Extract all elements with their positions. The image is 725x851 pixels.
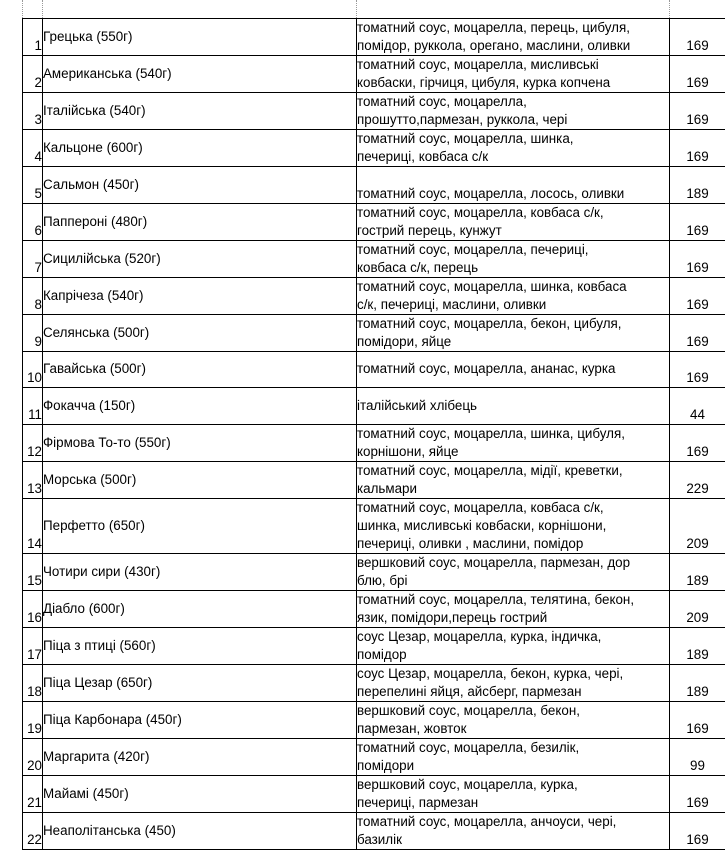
row-number-cell[interactable]: 11 xyxy=(23,388,43,425)
ingredients-cell[interactable] xyxy=(357,277,670,314)
ingredients-line: томатний соус, моцарелла, печериці, xyxy=(357,241,589,257)
pizza-name-cell[interactable]: Сицилійська (520г) xyxy=(43,240,357,277)
row-number-cell[interactable]: 8 xyxy=(23,277,43,314)
table-row xyxy=(23,424,725,461)
menu-table-body xyxy=(23,19,725,850)
ingredients-line: томатний соус, моцарелла, xyxy=(357,94,527,109)
table-row xyxy=(23,56,725,93)
ingredients-cell[interactable] xyxy=(357,701,670,738)
pizza-name-cell[interactable]: Морська (500г) xyxy=(43,461,357,498)
row-number-cell[interactable]: 22 xyxy=(23,812,43,849)
table-row xyxy=(23,167,725,204)
row-number-cell[interactable]: 16 xyxy=(23,590,43,627)
ingredients-line: ковбаса с/к, перець xyxy=(357,259,479,275)
ingredients-cell[interactable] xyxy=(357,738,670,775)
ingredients-line: печериці, ковбаса с/к xyxy=(357,149,489,164)
ingredients-line: томатний соус, моцарелла, ковбаса с/к, xyxy=(357,499,604,515)
price-cell[interactable]: 44 xyxy=(670,388,725,425)
pizza-name-cell[interactable]: Майамі (450г) xyxy=(43,775,357,812)
pizza-name-cell[interactable]: Піца Карбонара (450г) xyxy=(43,701,357,738)
row-number-cell[interactable]: 18 xyxy=(23,664,43,701)
table-row xyxy=(23,461,725,498)
price-cell[interactable]: 189 xyxy=(670,627,725,664)
pizza-name-cell[interactable]: Паппероні (480г) xyxy=(43,203,357,240)
ingredients-line: блю, брі xyxy=(357,572,408,588)
row-number-cell[interactable]: 4 xyxy=(23,130,43,167)
ingredients-line: помідор, руккола, орегано, маслини, оливки xyxy=(357,38,631,53)
ingredients-line: гострий перець, кунжут xyxy=(357,222,502,238)
pizza-name-cell[interactable]: Піца з птиці (560г) xyxy=(43,627,357,664)
pizza-name-cell[interactable]: Італійська (540г) xyxy=(43,93,357,130)
table-row xyxy=(23,93,725,130)
row-number-cell[interactable]: 1 xyxy=(23,19,43,56)
ingredients-line: соус Цезар, моцарелла, бекон, курка, чері, xyxy=(357,665,624,681)
row-number-cell[interactable]: 2 xyxy=(23,56,43,93)
ingredients-cell[interactable] xyxy=(357,240,670,277)
ingredients-line: базилік xyxy=(357,831,402,847)
column-header-gridlines xyxy=(0,0,725,18)
price-cell[interactable]: 169 xyxy=(670,775,725,812)
ingredients-line: томатний соус, моцарелла, мідії, креветки, xyxy=(357,462,623,478)
ingredients-line: помідори xyxy=(357,757,415,773)
row-number-cell[interactable]: 7 xyxy=(23,240,43,277)
ingredients-cell[interactable] xyxy=(357,461,670,498)
table-row xyxy=(23,775,725,812)
ingredients-cell[interactable] xyxy=(357,314,670,351)
pizza-name-cell[interactable]: Чотири сири (430г) xyxy=(43,553,357,590)
pizza-name-cell[interactable]: Діабло (600г) xyxy=(43,590,357,627)
ingredients-line: томатний соус, моцарелла, анчоуси, чері, xyxy=(357,813,617,829)
row-number-cell[interactable]: 9 xyxy=(23,314,43,351)
ingredients-cell[interactable] xyxy=(357,424,670,461)
ingredients-line: язик, помідори,перець гострий xyxy=(357,609,548,625)
ingredients-line: перепелині яйця, айсберг, пармезан xyxy=(357,683,582,699)
ingredients-line: прошутто,пармезан, руккола, чері xyxy=(357,112,568,127)
price-cell[interactable]: 169 xyxy=(670,701,725,738)
row-number-cell[interactable]: 17 xyxy=(23,627,43,664)
row-number-cell[interactable]: 15 xyxy=(23,553,43,590)
price-cell[interactable]: 189 xyxy=(670,553,725,590)
ingredients-cell[interactable] xyxy=(357,498,670,553)
pizza-name-cell[interactable]: Неаполітанська (450) xyxy=(43,812,357,849)
gridline-stub xyxy=(22,0,23,18)
ingredients-line: томатний соус, моцарелла, шинка, xyxy=(357,131,574,146)
price-cell[interactable]: 169 xyxy=(670,277,725,314)
table-row xyxy=(23,664,725,701)
row-number-cell[interactable]: 6 xyxy=(23,203,43,240)
table-row xyxy=(23,351,725,388)
price-cell[interactable]: 229 xyxy=(670,461,725,498)
ingredients-line: помідор xyxy=(357,646,407,662)
ingredients-line: пармезан, жовток xyxy=(357,720,467,736)
table-row xyxy=(23,701,725,738)
price-cell[interactable]: 189 xyxy=(670,167,725,204)
gridline-stub xyxy=(42,0,43,18)
table-row xyxy=(23,553,725,590)
ingredients-cell[interactable] xyxy=(357,627,670,664)
ingredients-cell[interactable] xyxy=(357,93,670,130)
table-row xyxy=(23,130,725,167)
table-row xyxy=(23,627,725,664)
table-row xyxy=(23,812,725,849)
ingredients-line: томатний соус, моцарелла, телятина, бекон, xyxy=(357,591,635,607)
ingredients-line: печериці, оливки , маслини, помідор xyxy=(357,535,584,551)
table-row xyxy=(23,314,725,351)
price-cell[interactable]: 169 xyxy=(670,130,725,167)
row-number-cell[interactable]: 3 xyxy=(23,93,43,130)
price-cell[interactable]: 169 xyxy=(670,240,725,277)
table-row xyxy=(23,590,725,627)
price-cell[interactable]: 169 xyxy=(670,812,725,849)
table-row xyxy=(23,388,725,425)
row-number-cell[interactable]: 19 xyxy=(23,701,43,738)
pizza-name-cell[interactable]: Гавайська (500г) xyxy=(43,351,357,388)
pizza-name-cell[interactable]: Селянська (500г) xyxy=(43,314,357,351)
ingredients-line: с/к, печериці, маслини, оливки xyxy=(357,296,547,312)
ingredients-line: корнішони, яйце xyxy=(357,443,459,459)
price-cell[interactable]: 169 xyxy=(670,314,725,351)
row-number-cell[interactable]: 13 xyxy=(23,461,43,498)
ingredients-cell[interactable] xyxy=(357,388,670,425)
ingredients-line: томатний соус, моцарелла, ковбаса с/к, xyxy=(357,204,604,220)
ingredients-cell[interactable] xyxy=(357,590,670,627)
price-cell[interactable]: 189 xyxy=(670,664,725,701)
price-cell[interactable]: 209 xyxy=(670,590,725,627)
row-number-cell[interactable]: 20 xyxy=(23,738,43,775)
row-number-cell[interactable]: 10 xyxy=(23,351,43,388)
price-cell[interactable]: 99 xyxy=(670,738,725,775)
ingredients-line: помідори, яйце xyxy=(357,333,452,349)
ingredients-line: томатний соус, моцарелла, шинка, ковбаса xyxy=(357,278,627,294)
price-cell[interactable]: 169 xyxy=(670,203,725,240)
ingredients-line: вершковий соус, моцарелла, бекон, xyxy=(357,702,580,718)
ingredients-cell[interactable] xyxy=(357,56,670,93)
pizza-name-cell[interactable]: Фірмова То-то (550г) xyxy=(43,424,357,461)
ingredients-line: томатний соус, моцарелла, ананас, курка xyxy=(357,361,616,377)
ingredients-line: томатний соус, моцарелла, перець, цибуля, xyxy=(357,20,630,35)
pizza-name-cell[interactable]: Піца Цезар (650г) xyxy=(43,664,357,701)
ingredients-line: томатний соус, моцарелла, лосось, оливки xyxy=(357,185,625,201)
pizza-name-cell[interactable]: Капрічеза (540г) xyxy=(43,277,357,314)
price-cell[interactable]: 169 xyxy=(670,56,725,93)
row-number-cell[interactable]: 12 xyxy=(23,424,43,461)
price-cell[interactable]: 169 xyxy=(670,19,725,56)
ingredients-cell[interactable] xyxy=(357,812,670,849)
pizza-name-cell[interactable]: Фокачча (150г) xyxy=(43,388,357,425)
ingredients-cell[interactable] xyxy=(357,167,670,204)
ingredients-line: томатний соус, моцарелла, бекон, цибуля, xyxy=(357,315,622,331)
ingredients-line: томатний соус, моцарелла, мисливські xyxy=(357,57,599,72)
ingredients-line: італійський хлібець xyxy=(357,397,477,413)
gridline-stub xyxy=(356,0,357,18)
pizza-name-cell[interactable]: Маргарита (420г) xyxy=(43,738,357,775)
row-number-cell[interactable]: 5 xyxy=(23,167,43,204)
row-number-cell[interactable]: 14 xyxy=(23,498,43,553)
ingredients-line: кальмари xyxy=(357,480,417,496)
ingredients-cell[interactable] xyxy=(357,553,670,590)
pizza-name-cell[interactable]: Кальцоне (600г) xyxy=(43,130,357,167)
price-cell[interactable]: 169 xyxy=(670,424,725,461)
ingredients-line: томатний соус, моцарелла, шинка, цибуля, xyxy=(357,425,625,441)
pizza-name-cell[interactable]: Американська (540г) xyxy=(43,56,357,93)
ingredients-line: шинка, мисливські ковбаски, корнішони, xyxy=(357,517,607,533)
ingredients-cell[interactable] xyxy=(357,351,670,388)
pizza-menu-table xyxy=(22,18,725,850)
price-cell[interactable]: 209 xyxy=(670,498,725,553)
price-cell[interactable]: 169 xyxy=(670,93,725,130)
ingredients-line: вершковий соус, моцарелла, пармезан, дор xyxy=(357,554,631,570)
ingredients-line: томатний соус, моцарелла, безилік, xyxy=(357,739,580,755)
pizza-name-cell[interactable]: Грецька (550г) xyxy=(43,19,357,56)
table-row xyxy=(23,203,725,240)
ingredients-line: вершковий соус, моцарелла, курка, xyxy=(357,776,578,792)
ingredients-line: печериці, пармезан xyxy=(357,794,479,810)
pizza-name-cell[interactable]: Сальмон (450г) xyxy=(43,167,357,204)
table-row xyxy=(23,277,725,314)
gridline-stub xyxy=(669,0,670,18)
table-row xyxy=(23,19,725,56)
ingredients-cell[interactable] xyxy=(357,664,670,701)
table-row xyxy=(23,738,725,775)
ingredients-cell[interactable] xyxy=(357,19,670,56)
row-number-cell[interactable]: 21 xyxy=(23,775,43,812)
pizza-name-cell[interactable]: Перфетто (650г) xyxy=(43,498,357,553)
ingredients-line: соус Цезар, моцарелла, курка, індичка, xyxy=(357,628,602,644)
ingredients-cell[interactable] xyxy=(357,130,670,167)
ingredients-line: ковбаски, гірчиця, цибуля, курка копчена xyxy=(357,75,611,90)
table-row xyxy=(23,240,725,277)
table-row xyxy=(23,498,725,553)
ingredients-cell[interactable] xyxy=(357,775,670,812)
price-cell[interactable]: 169 xyxy=(670,351,725,388)
ingredients-cell[interactable] xyxy=(357,203,670,240)
